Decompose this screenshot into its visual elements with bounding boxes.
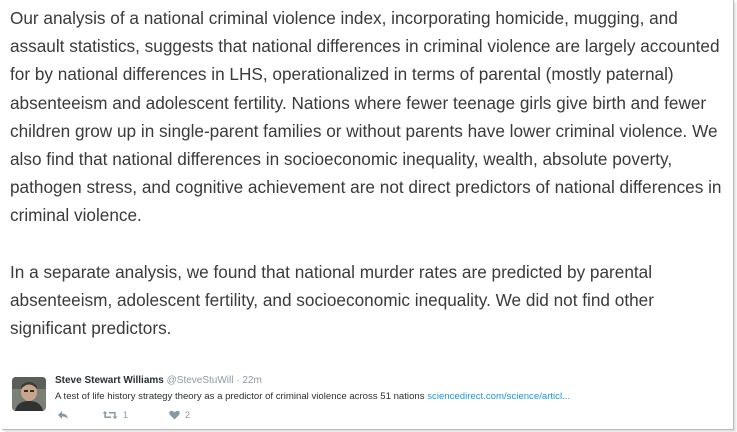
separator-dot: · [236,375,240,386]
tweet-body: A test of life history strategy theory as a predictor of criminal violence across 51 nations [55,391,425,402]
tweet-timestamp[interactable]: 22m [242,375,262,386]
retweet-button[interactable] [102,410,128,420]
user-handle[interactable]: @SteveStuWill [166,375,234,386]
like-icon [169,410,180,420]
like-count: 2 [185,410,191,420]
quote-paragraph-1: Our analysis of a national criminal violence index, incorporating homicide, mugging, and assault statistics, suggests that national differences in criminal violence are largely accounted for by national differences in LHS, operationalized in terms of parental (mostly paternal) absenteeism and adolescent fertility. Nations where fewer teenage girls give birth and fewer children grow up in single-parent families or without parents have lower criminal violence. We also find that national differences in socioeconomic inequality, wealth, absolute poverty, pathogen stress, and cognitive achievement are not direct predictors of national differences in criminal violence. [10,8,722,226]
tweet-header [55,375,262,386]
reply-button[interactable] [57,410,69,420]
quoted-text-block [10,4,728,342]
tweet-link[interactable]: sciencedirect.com/science/articl... [427,391,571,402]
display-name[interactable]: Steve Stewart Williams [55,375,164,386]
retweet-icon [102,410,118,420]
like-button[interactable] [169,410,190,420]
quote-paragraph-2: In a separate analysis, we found that national murder rates are predicted by parental absenteeism, adolescent fertility, and socioeconomic inequality. We did not find other significant predictors. [10,261,654,339]
reply-icon [57,410,69,420]
tweet-text [55,391,570,402]
avatar-photo-icon [12,377,46,411]
tweet-card [12,373,728,427]
avatar[interactable] [12,377,46,411]
retweet-count: 1 [123,410,129,420]
screenshot-frame [2,0,734,430]
